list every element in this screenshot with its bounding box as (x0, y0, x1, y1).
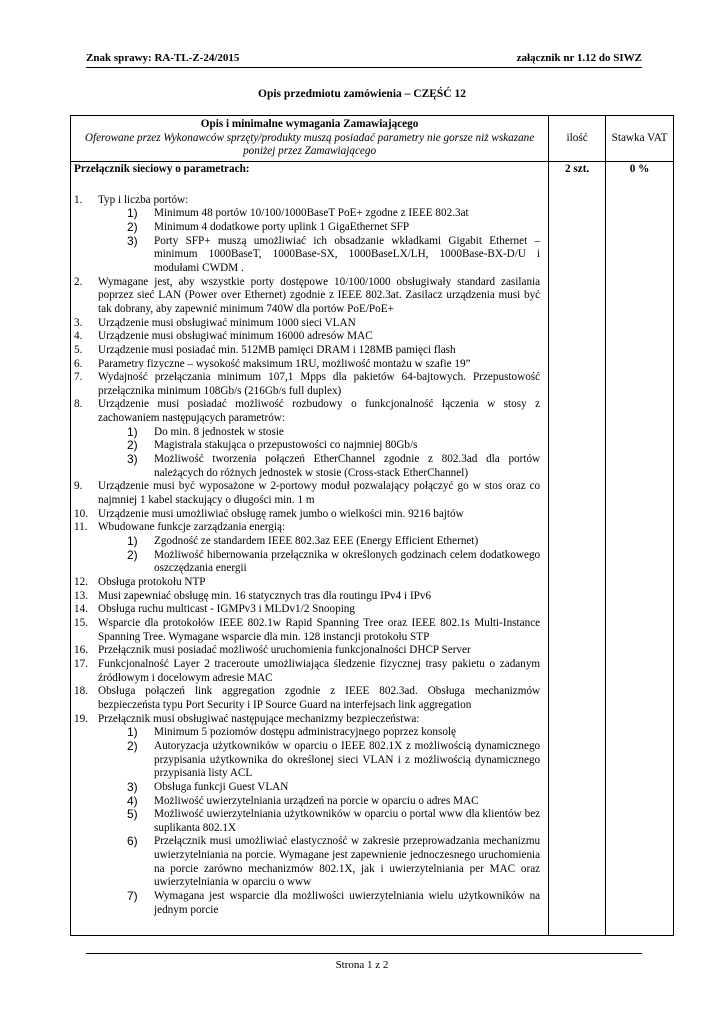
quantity-column-header: ilość (549, 116, 606, 162)
sub-requirement-number: 1) (127, 206, 138, 221)
requirement-item (74, 590, 540, 604)
requirement-text: Urządzenie musi obsługiwać minimum 1000 sieci VLAN (98, 316, 356, 329)
requirement-number: 13. (74, 589, 88, 602)
requirement-text: Parametry fizyczne – wysokość maksimum 1RU, możliwość montażu w szafie 19” (98, 357, 471, 370)
requirement-text: Urządzenie musi być wyposażone w 2-portowy moduł pozwalający połączyć go w stos oraz co najmniej 1 kabel stackujący o długości min. 1 m (98, 480, 541, 507)
requirement-number: 15. (74, 616, 88, 629)
requirement-number: 18. (74, 685, 88, 698)
requirement-item (74, 398, 540, 480)
requirement-item (74, 644, 540, 658)
requirement-number: 12. (74, 576, 88, 588)
requirement-item (74, 276, 540, 317)
vat-cell: 0 % (606, 161, 674, 935)
requirement-number: 9. (74, 480, 83, 493)
sub-requirement-item (98, 453, 540, 480)
sub-requirement-text: Przełącznik musi umożliwiać elastyczność w zakresie przeprowadzania mechanizmu uwierzytelniania na porcie. Wymagane jest zapewnienie jednoczesnego uruchomienia na porcie zarówno mechanizmów 802.1X, jak i uwierzytelniania per MAC oraz uwierzytelniania w oparciu o www (154, 835, 541, 889)
sub-requirement-item (98, 726, 540, 740)
requirement-number: 14. (74, 603, 88, 616)
sub-requirements-list (98, 207, 540, 275)
sub-requirements-list (98, 726, 540, 917)
sub-requirement-number: 6) (127, 834, 138, 849)
requirement-text: Urządzenie musi obsługiwać minimum 16000 adresów MAC (98, 330, 373, 343)
sub-requirement-text: Możliwość tworzenia połączeń EtherChannel zgodnie z 802.3ad dla portów należących do różnych jednostek w stosie (Cross-stack EtherChannel) (154, 453, 541, 479)
requirement-text: Przełącznik musi posiadać możliwość uruchomienia funkcjonalności DHCP Server (98, 644, 471, 657)
requirements-list (71, 178, 548, 918)
sub-requirement-text: Minimum 4 dodatkowe porty uplink 1 GigaEthernet SFP (154, 220, 410, 233)
header-divider (86, 67, 642, 68)
page-number: Strona 1 z 2 (335, 959, 389, 971)
sub-requirement-item (98, 439, 540, 453)
requirement-item (74, 713, 540, 918)
item-title: Przełącznik sieciowy o parametrach: (74, 162, 250, 175)
sub-requirement-number: 1) (127, 725, 138, 740)
requirement-text: Typ i liczba portów: (98, 193, 189, 206)
sub-requirement-text: Minimum 5 poziomów dostępu administracyjnego poprzez konsolę (154, 726, 457, 739)
requirement-item (74, 658, 540, 685)
requirement-text: Wbudowane funkcje zarządzania energią: (98, 521, 286, 534)
requirement-number: 6. (74, 357, 83, 370)
sub-requirement-number: 3) (127, 452, 138, 467)
sub-requirement-item (98, 426, 540, 440)
page-header (86, 52, 642, 68)
attachment-label: załącznik nr 1.12 do SIWZ (516, 52, 642, 64)
requirement-item (74, 330, 540, 344)
sub-requirement-text: Zgodność ze standardem IEEE 802.3az EEE (Energy Efficient Ethernet) (154, 535, 479, 548)
sub-requirement-text: Możliwość uwierzytelniania użytkowników w oparciu o portal www dla klientów bez suplikanta 802.1X (154, 808, 541, 834)
sub-requirement-number: 3) (127, 779, 138, 794)
requirement-text: Wsparcie dla protokołów IEEE 802.1w Rapid Spanning Tree oraz IEEE 802.1s Multi-Instance Spanning Tree. Wymagane wsparcie dla min. 128 instancji protokołu STP (98, 616, 541, 643)
vat-column-header: Stawka VAT (606, 116, 674, 162)
sub-requirement-item (98, 781, 540, 795)
requirement-text: Obsługa ruchu multicast - IGMPv3 i MLDv1/2 Snooping (98, 603, 355, 616)
requirement-item (74, 358, 540, 372)
description-cell (71, 161, 549, 935)
description-column-header (71, 116, 549, 162)
sub-requirement-item (98, 549, 540, 576)
specification-table (70, 115, 674, 936)
requirement-text: Obsługa protokołu NTP (98, 576, 206, 588)
requirement-number: 1. (74, 193, 83, 206)
requirement-text: Obsługa połączeń link aggregation zgodnie z IEEE 802.3ad. Obsługa mechanizmów bezpieczeństa typu Port Security i IP Source Guard na interfejsach link aggregation (98, 685, 541, 711)
sub-requirement-number: 4) (127, 793, 138, 808)
requirement-number: 16. (74, 644, 88, 657)
requirement-number: 11. (74, 521, 88, 534)
sub-requirements-list (98, 535, 540, 576)
requirement-number: 5. (74, 343, 83, 356)
requirement-text: Przełącznik musi obsługiwać następujące mechanizmy bezpieczeństwa: (98, 712, 420, 725)
requirement-item (74, 603, 540, 617)
sub-requirement-text: Magistrala stakująca o przepustowości co najmniej 80Gb/s (154, 439, 418, 452)
table-row (71, 161, 674, 935)
sub-requirement-item (98, 890, 540, 917)
requirement-text: Urządzenie musi posiadać min. 512MB pamięci DRAM i 128MB pamięci flash (98, 343, 456, 356)
case-reference: Znak sprawy: RA-TL-Z-24/2015 (86, 52, 240, 64)
requirement-item (74, 371, 540, 398)
requirement-number: 17. (74, 657, 88, 670)
document-title: Opis przedmiotu zamówienia – CZĘŚĆ 12 (258, 88, 466, 100)
sub-requirement-number: 3) (127, 233, 138, 248)
requirement-text: Wymagane jest, aby wszystkie porty dostępowe 10/100/1000 obsługiwały standard zasilania poprzez sieć LAN (Power over Ethernet) zgodnie z IEEE 802.3at. Zasilacz urządzenia musi być tak dobrany, aby zapewnić minimum 740W dla portów PoE/PoE+ (98, 275, 541, 315)
requirement-text: Urządzenie musi umożliwiać obsługę ramek jumbo o wielkości min. 9216 bajtów (98, 507, 464, 520)
sub-requirement-number: 2) (127, 219, 138, 234)
description-header-title: Opis i minimalne wymagania Zamawiającego (200, 118, 419, 130)
requirement-item (74, 317, 540, 331)
requirement-number: 7. (74, 371, 83, 384)
requirement-number: 19. (74, 712, 88, 725)
requirement-text: Wydajność przełączania minimum 107,1 Mpps dla pakietów 64-bajtowych. Przepustowość przełącznika minimum 108Gb/s (216Gb/s full duplex) (98, 371, 541, 397)
sub-requirement-number: 2) (127, 438, 138, 453)
sub-requirement-text: Do min. 8 jednostek w stosie (154, 425, 284, 438)
requirement-item (74, 685, 540, 712)
sub-requirement-item (98, 221, 540, 235)
quantity-cell: 2 szt. (549, 161, 606, 935)
sub-requirement-item (98, 235, 540, 276)
requirement-item (74, 480, 540, 507)
requirement-number: 2. (74, 275, 83, 288)
sub-requirement-number: 7) (127, 889, 138, 904)
table-header-row (71, 116, 674, 162)
sub-requirement-number: 2) (127, 547, 138, 562)
sub-requirement-number: 1) (127, 534, 138, 549)
requirement-item (74, 576, 540, 590)
sub-requirement-item (98, 207, 540, 221)
requirement-number: 10. (74, 507, 88, 520)
requirement-text: Musi zapewniać obsługę min. 16 statycznych tras dla routingu IPv4 i IPv6 (98, 589, 432, 602)
requirement-text: Urządzenie musi posiadać możliwość rozbudowy o funkcjonalność łączenia w stosy z zachowaniem następujących parametrów: (98, 398, 541, 425)
sub-requirement-text: Wymagana jest wsparcie dla możliwości uwierzytelniania wielu użytkowników na jednym porcie (154, 890, 541, 916)
requirement-item (74, 344, 540, 358)
sub-requirement-number: 5) (127, 807, 138, 822)
requirement-item (74, 508, 540, 522)
sub-requirement-item (98, 535, 540, 549)
sub-requirement-text: Obsługa funkcji Guest VLAN (154, 780, 289, 793)
sub-requirement-text: Możliwość hibernowania przełącznika w określonych godzinach celem dodatkowego oszczędzania energii (154, 548, 541, 575)
sub-requirements-list (98, 426, 540, 481)
requirement-number: 4. (74, 330, 83, 343)
requirement-item (74, 521, 540, 576)
sub-requirement-text: Możliwość uwierzytelniania urządzeń na porcie w oparciu o adres MAC (154, 794, 479, 807)
requirement-number: 3. (74, 316, 83, 329)
sub-requirement-text: Porty SFP+ muszą umożliwiać ich obsadzanie wkładkami Gigabit Ethernet – minimum 1000BaseT, 1000Base-SX, 1000BaseLX/LH, 1000Base-BX-D/U i modułami CWDM . (154, 234, 541, 274)
sub-requirement-item (98, 835, 540, 890)
sub-requirement-text: Autoryzacja użytkowników w oparciu o IEEE 802.1X z możliwością dynamicznego przypisania użytkownika do określonej sieci VLAN i z możliwością dynamicznego przypisania listy ACL (154, 739, 541, 780)
sub-requirement-number: 1) (127, 424, 138, 439)
requirement-text: Funkcjonalność Layer 2 traceroute umożliwiająca śledzenie fizycznej trasy pakietu o zadanym źródłowym i docelowym adresie MAC (98, 657, 541, 684)
sub-requirement-item (98, 740, 540, 781)
description-header-subtitle: Oferowane przez Wykonawców sprzęty/produkty muszą posiadać parametry nie gorsze niż wskazane poniżej przez Zamawiającego (84, 131, 535, 158)
requirement-number: 8. (74, 398, 83, 411)
requirement-item (74, 194, 540, 276)
requirement-item (74, 617, 540, 644)
sub-requirement-item (98, 808, 540, 835)
sub-requirement-number: 2) (127, 738, 138, 753)
sub-requirement-item (98, 795, 540, 809)
footer-divider (86, 953, 642, 954)
sub-requirement-text: Minimum 48 portów 10/100/1000BaseT PoE+ zgodne z IEEE 802.3at (154, 207, 469, 220)
